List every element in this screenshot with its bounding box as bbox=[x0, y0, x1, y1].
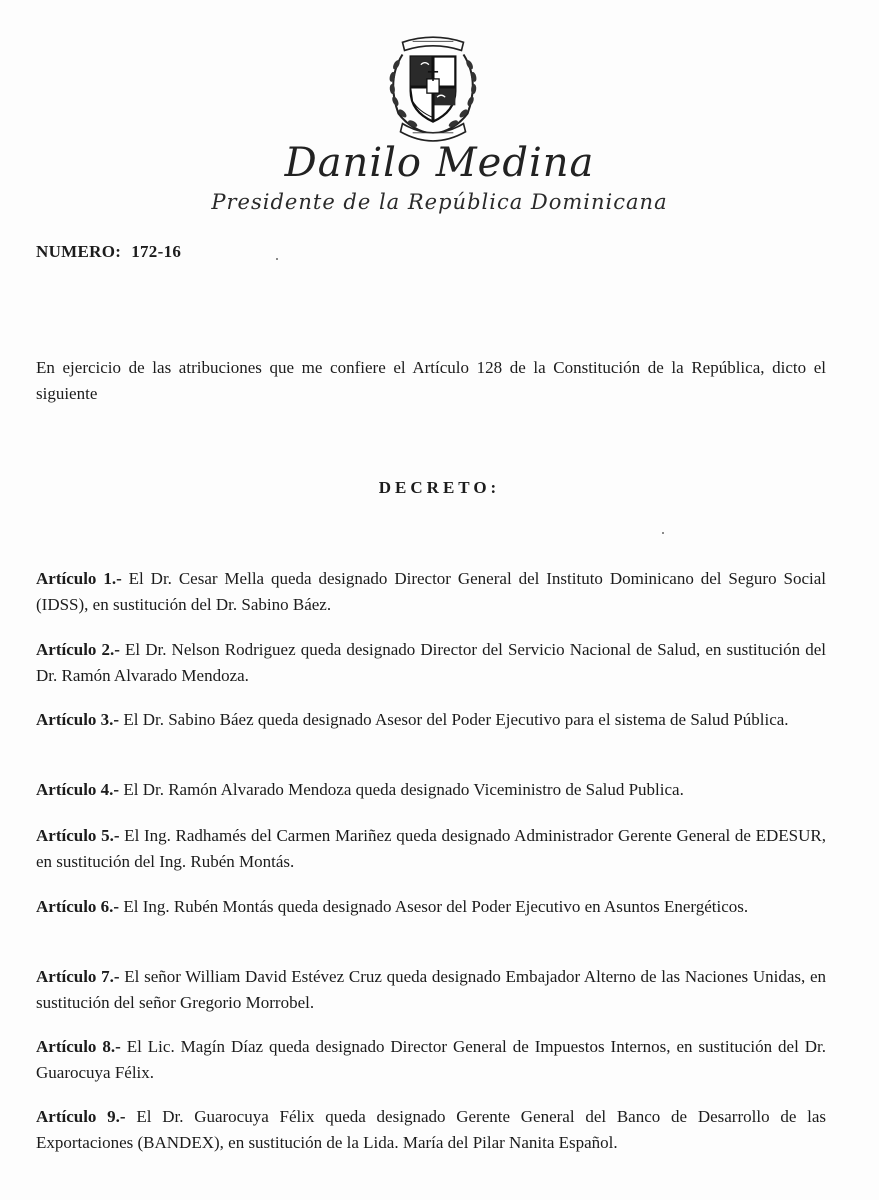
article-label: Artículo 5.- bbox=[36, 826, 120, 845]
article-text: El Dr. Cesar Mella queda designado Director General del Instituto Dominicano del Seguro Social (IDSS), en sustitución del Dr. Sabino Báez. bbox=[36, 569, 826, 614]
coat-of-arms-icon bbox=[372, 24, 494, 146]
decree-heading: DECRETO: bbox=[378, 478, 501, 497]
article-text: El Dr. Nelson Rodriguez queda designado Director del Servicio Nacional de Salud, en sustitución del Dr. Ramón Alvarado Mendoza. bbox=[36, 640, 826, 685]
article-label: Artículo 4.- bbox=[36, 780, 120, 799]
article-5 bbox=[36, 823, 826, 875]
article-label: Artículo 1.- bbox=[36, 569, 122, 588]
article-6 bbox=[36, 894, 826, 920]
article-3 bbox=[36, 707, 826, 733]
article-text: El Ing. Rubén Montás queda designado Asesor del Poder Ejecutivo en Asuntos Energéticos. bbox=[119, 897, 749, 916]
article-1 bbox=[36, 566, 826, 618]
decree-number bbox=[36, 242, 181, 262]
article-label: Artículo 8.- bbox=[36, 1037, 121, 1056]
decree-number-label: NUMERO: bbox=[36, 242, 122, 261]
article-label: Artículo 2.- bbox=[36, 640, 120, 659]
article-text: El Dr. Guarocuya Félix queda designado Gerente General del Banco de Desarrollo de las Exportaciones (BANDEX), en sustitución de la Lida. María del Pilar Nanita Español. bbox=[36, 1107, 826, 1152]
scan-speck bbox=[662, 532, 664, 534]
article-label: Artículo 6.- bbox=[36, 897, 120, 916]
decree-number-value: 172-16 bbox=[131, 242, 182, 261]
president-title: Presidente de la República Dominicana bbox=[211, 190, 668, 214]
article-4 bbox=[36, 777, 826, 803]
article-text: El Lic. Magín Díaz queda designado Director General de Impuestos Internos, en sustitución del Dr. Guarocuya Félix. bbox=[36, 1037, 827, 1082]
scan-speck bbox=[276, 258, 278, 260]
article-7 bbox=[36, 964, 826, 1016]
article-2 bbox=[36, 637, 826, 689]
article-label: Artículo 3.- bbox=[36, 710, 120, 729]
article-text: El Dr. Sabino Báez queda designado Asesor del Poder Ejecutivo para el sistema de Salud Pública. bbox=[119, 710, 789, 729]
article-text: El Dr. Ramón Alvarado Mendoza queda designado Viceministro de Salud Publica. bbox=[119, 780, 684, 799]
article-text: El Ing. Radhamés del Carmen Mariñez queda designado Administrador Gerente General de EDESUR, en sustitución del Ing. Rubén Montás. bbox=[36, 826, 826, 871]
article-9 bbox=[36, 1104, 826, 1156]
article-8 bbox=[36, 1034, 826, 1086]
article-label: Artículo 9.- bbox=[36, 1107, 126, 1126]
article-label: Artículo 7.- bbox=[36, 967, 120, 986]
article-text: El señor William David Estévez Cruz queda designado Embajador Alterno de las Naciones Unidas, en sustitución del señor Gregorio Morrobel. bbox=[36, 967, 826, 1012]
preamble: En ejercicio de las atribuciones que me confiere el Artículo 128 de la Constitución de la República, dicto el siguiente bbox=[36, 358, 826, 403]
president-name: Danilo Medina bbox=[284, 140, 595, 186]
